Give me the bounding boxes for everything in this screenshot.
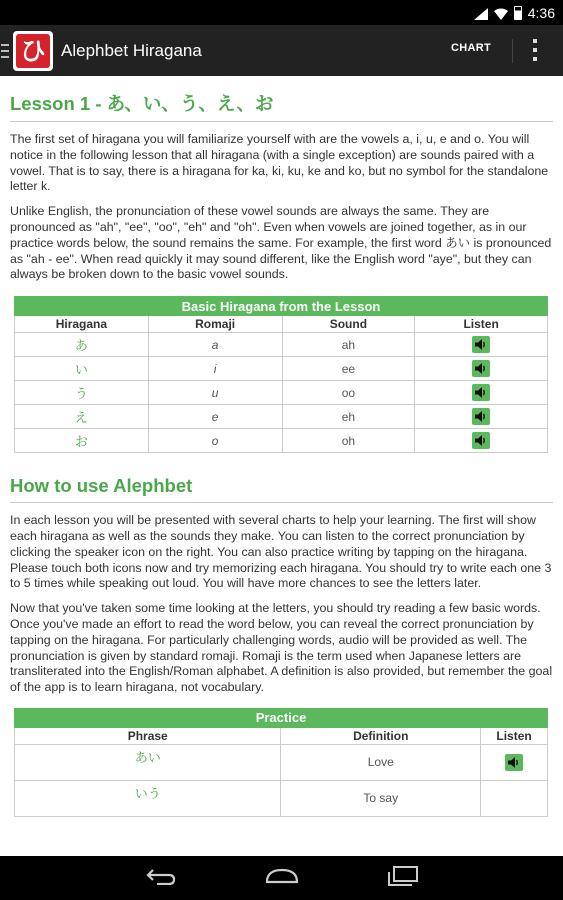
romaji-cell: e	[148, 405, 282, 429]
actionbar-divider	[512, 39, 513, 63]
definition-cell: To say	[281, 780, 481, 816]
table-row	[15, 381, 548, 405]
table-row	[15, 357, 548, 381]
column-header: Listen	[481, 727, 548, 744]
listen-cell	[415, 333, 548, 357]
table-row	[15, 429, 548, 453]
phrase-cell[interactable]: あい	[15, 744, 281, 780]
column-header: Romaji	[148, 316, 282, 333]
column-header: Sound	[282, 316, 415, 333]
listen-cell	[415, 429, 548, 453]
speaker-icon[interactable]	[505, 754, 523, 771]
hiragana-cell[interactable]: う	[15, 381, 149, 405]
overflow-menu-icon[interactable]	[533, 39, 537, 61]
practice-table	[14, 708, 548, 817]
signal-icon	[474, 7, 488, 19]
wifi-icon	[494, 7, 508, 19]
sound-cell: oo	[282, 381, 415, 405]
column-header: Phrase	[15, 727, 281, 744]
status-time: 4:36	[527, 4, 555, 21]
app-logo[interactable]	[13, 31, 53, 71]
chart-button[interactable]: CHART	[451, 42, 491, 54]
basic-hiragana-table	[14, 296, 548, 453]
speaker-icon[interactable]	[472, 432, 490, 449]
definition-cell: Love	[281, 744, 481, 780]
sound-cell: ah	[282, 333, 415, 357]
home-icon[interactable]	[265, 868, 299, 889]
basic-table-caption: Basic Hiragana from the Lesson	[15, 297, 548, 316]
sound-cell: oh	[282, 429, 415, 453]
lesson-paragraph-2: Unlike English, the pronunciation of these vowel sounds are always the same. They are pronounced as "ah", "ee", "oo", "eh" and "oh". Even when vowels are joined together, as in our practice words below, the sound remains the same. For example, the first word あい is pronounced as "ah - ee". When read quickly it may sound different, like the English word "aye", but they can always be broken down to the basic vowel sounds.	[10, 204, 552, 282]
lesson-paragraph-1: The first set of hiragana you will familiarize yourself with are the vowels a, i, u, e and o. You will notice in the following lesson that all hiragana (with a single exception) are sounds paired with a vowel. That is to say, there is a hiragana for ka, ki, ku, ke and ko, but no symbol for the standalone letter k.	[10, 132, 549, 194]
listen-cell	[481, 780, 548, 816]
speaker-icon[interactable]	[472, 360, 490, 377]
navigation-bar	[0, 856, 563, 900]
sound-cell: eh	[282, 405, 415, 429]
table-row	[15, 744, 548, 780]
hiragana-cell[interactable]: い	[15, 357, 149, 381]
speaker-icon[interactable]	[472, 384, 490, 401]
battery-icon	[514, 6, 522, 20]
listen-cell	[415, 405, 548, 429]
column-header: Definition	[281, 727, 481, 744]
romaji-cell: o	[148, 429, 282, 453]
hiragana-cell[interactable]: え	[15, 405, 149, 429]
romaji-cell: a	[148, 333, 282, 357]
romaji-cell: i	[148, 357, 282, 381]
hiragana-cell[interactable]: お	[15, 429, 149, 453]
table-row	[15, 333, 548, 357]
lesson-title: Lesson 1 - あ、い、う、え、お	[10, 90, 553, 122]
howto-paragraph-1: In each lesson you will be presented with several charts to help your learning. The first will show each hiragana as well as the sounds they make. You can listen to the correct pronunciation by clicking the speaker icon on the right. You can also practice writing by tapping on the hiragana. Please touch both icons now and try memorizing each hiragana. You should try to write each one 3 to 5 times while speaking out loud. You will have more chances to see the letters later.	[10, 513, 552, 591]
recent-apps-icon[interactable]	[387, 866, 419, 891]
howto-title: How to use Alephbet	[10, 475, 553, 503]
hiragana-cell[interactable]: あ	[15, 333, 149, 357]
howto-paragraph-2: Now that you've taken some time looking at the letters, you should try reading a few basic words. Once you've made an effort to read the word below, you can reveal the correct pronunciation by tapping on the hiragana. For particularly challenging words, audio will be provided as well. The pronunciation is given by standard romaji. Romaji is the term used when Japanese letters are transliterated into the English/Roman alphabet. A definition is also provided, but remember the goal of the app is to learn hiragana, not vocabulary.	[10, 601, 553, 695]
app-logo-glyph: ひ	[16, 34, 50, 68]
listen-cell	[415, 381, 548, 405]
romaji-cell: u	[148, 381, 282, 405]
status-bar	[0, 0, 563, 25]
back-icon[interactable]	[145, 867, 177, 890]
speaker-icon[interactable]	[472, 336, 490, 353]
column-header: Listen	[415, 316, 548, 333]
listen-cell	[415, 357, 548, 381]
practice-table-caption: Practice	[15, 708, 548, 727]
speaker-icon[interactable]	[472, 408, 490, 425]
column-header: Hiragana	[15, 316, 149, 333]
table-row	[15, 405, 548, 429]
phrase-cell[interactable]: いう	[15, 780, 281, 816]
drawer-indicator-icon[interactable]	[1, 44, 11, 58]
listen-cell	[481, 744, 548, 780]
action-bar	[0, 25, 563, 76]
lesson-content[interactable]	[0, 76, 563, 856]
table-row	[15, 780, 548, 816]
app-title: Alephbet Hiragana	[61, 40, 202, 60]
sound-cell: ee	[282, 357, 415, 381]
